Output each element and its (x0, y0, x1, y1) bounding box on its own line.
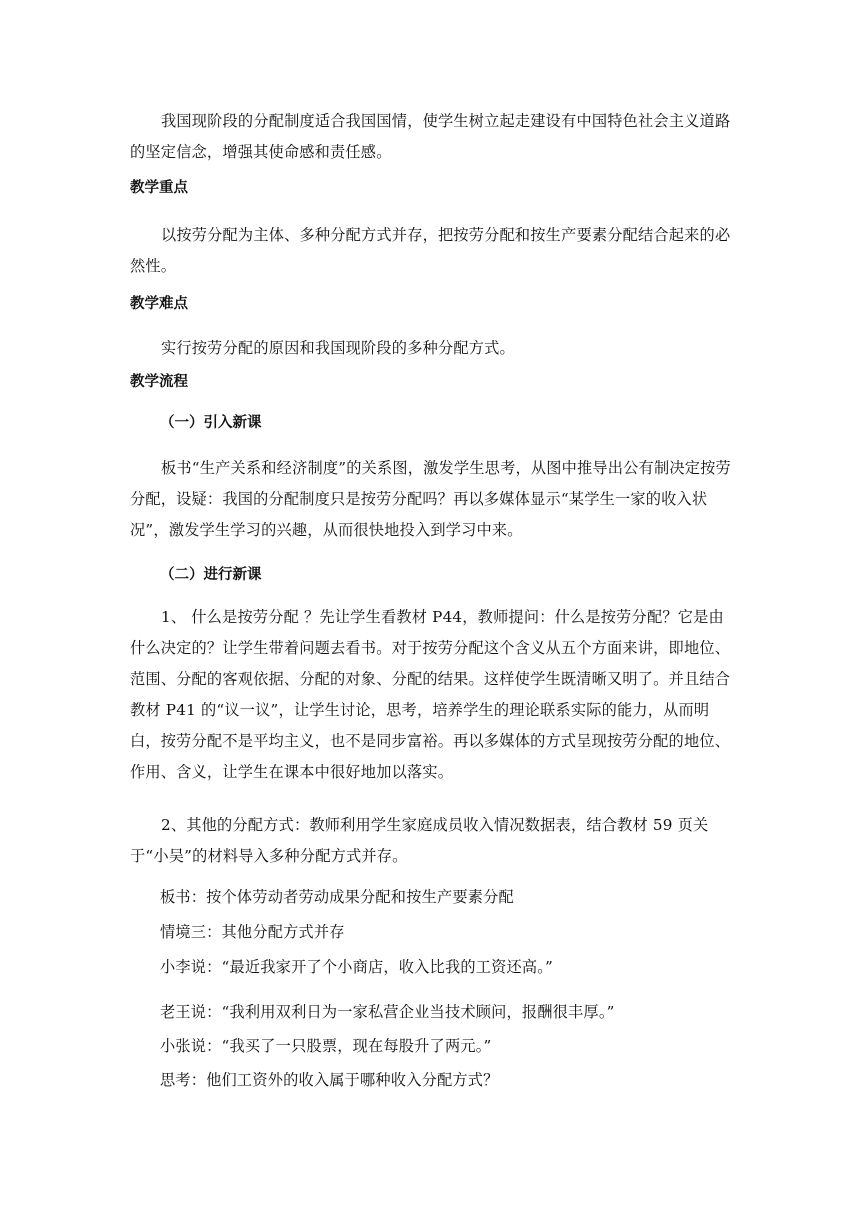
values-paragraph: 我国现阶段的分配制度适合我国国情，使学生树立起走建设有中国特色社会主义道路的坚定信念，增强其使命感和责任感。 (130, 112, 731, 161)
board-writing-line: 板书：按个体劳动者劳动成果分配和按生产要素分配 (160, 888, 514, 906)
heading-difficulties: 教学难点 (130, 296, 188, 312)
scenario-title-line: 情境三：其他分配方式并存 (160, 923, 345, 941)
quote-laowang: 老王说：“我利用双利日为一家私营企业当技术顾问，报酬很丰厚。” (160, 1003, 615, 1021)
quote-xiaozhang: 小张说：“我买了一只股票，现在每股升了两元。” (160, 1037, 492, 1055)
heading-key-points: 教学重点 (130, 180, 188, 196)
section-intro-title: （一）引入新课 (160, 415, 262, 431)
section-intro-paragraph: 板书“生产关系和经济制度”的关系图，激发学生思考，从图中推导出公有制决定按劳分配，设疑：我国的分配制度只是按劳分配吗？再以多媒体显示“某学生一家的收入状况”，激发学生学习的兴趣，从而很快地投入到学习中来。 (130, 459, 731, 539)
key-points-paragraph: 以按劳分配为主体、多种分配方式并存，把按劳分配和按生产要素分配结合起来的必然性。 (130, 226, 731, 275)
section-new-lesson-title: （二）进行新课 (160, 567, 262, 583)
difficulties-paragraph: 实行按劳分配的原因和我国现阶段的多种分配方式。 (161, 339, 515, 357)
quote-xiaoli: 小李说：“最近我家开了个小商店，收入比我的工资还高。” (160, 958, 554, 976)
item-1-paragraph: 1、 什么是按劳分配 ？先让学生看教材 P44，教师提问：什么是按劳分配？它是由什么决定的？让学生带着问题去看书。对于按劳分配这个含义从五个方面来讲，即地位、范围、分配的客观依据、分配的对象、分配的结果。这样使学生既清晰又明了。并且结合教材 P41 的“议一议”，让学生讨论，思考，培养学生的理论联系实际的能力，从而明白，按劳分配不是平均主义，也不是同步富裕。再以多媒体的方式呈现按劳分配的地位、作用、含义，让学生在课本中很好地加以落实。 (130, 608, 731, 781)
heading-process: 教学流程 (130, 374, 188, 390)
question-line: 思考：他们工资外的收入属于哪种收入分配方式？ (160, 1071, 499, 1089)
item-2-paragraph: 2、其他的分配方式：教师利用学生家庭成员收入情况数据表，结合教材 59 页关于“小吴”的材料导入多种分配方式并存。 (130, 816, 709, 865)
